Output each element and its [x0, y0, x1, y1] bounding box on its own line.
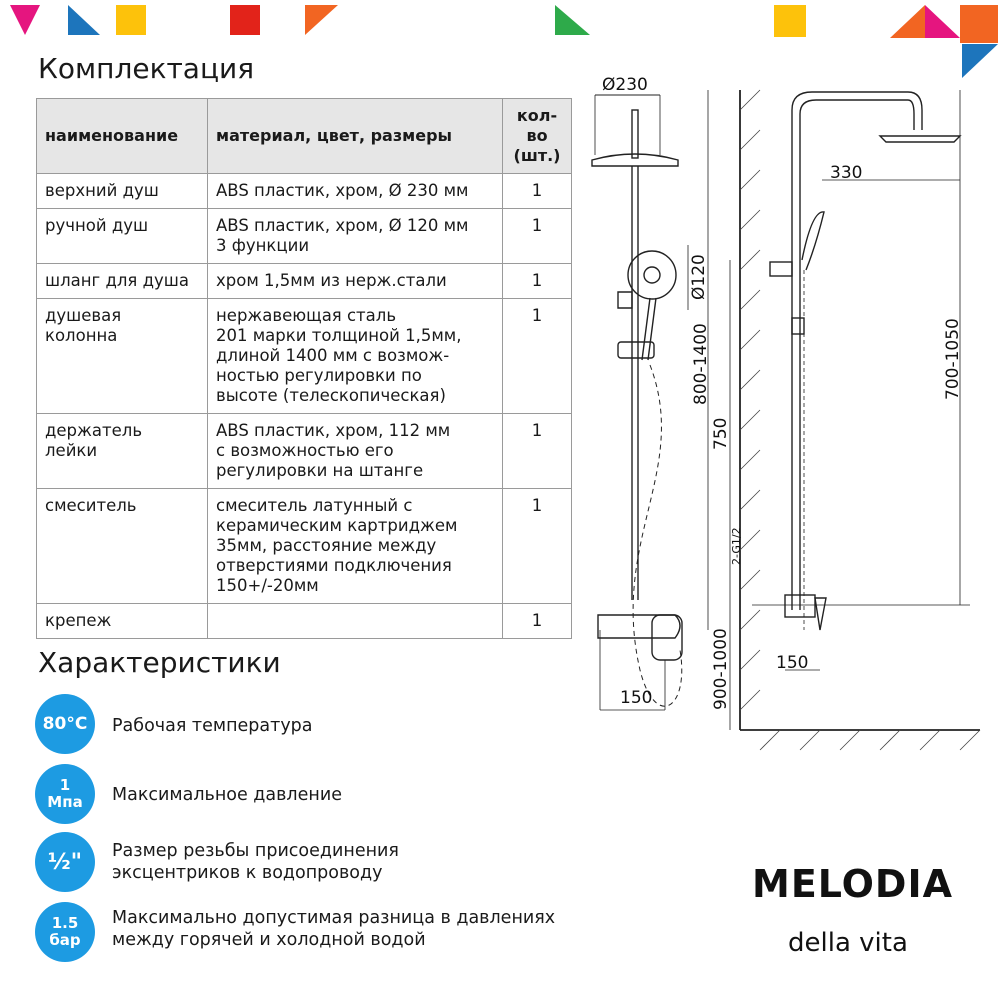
- badge-pressure-diff-value: 1.5: [51, 914, 79, 932]
- badge-pressure-value: 1: [59, 776, 71, 794]
- overhead-shower-side: [880, 136, 960, 142]
- table-row: [37, 299, 572, 414]
- decor-square-yellow: [116, 5, 146, 35]
- kit-row-qty: 1: [503, 264, 572, 299]
- table-row: [37, 209, 572, 264]
- mixer-front: [598, 615, 680, 638]
- spec-temperature-text: Рабочая температура: [112, 716, 313, 736]
- dim-thread: 2-G1/2: [730, 527, 743, 565]
- logo-main: MELODIA: [752, 862, 954, 906]
- badge-pressure-unit: Мпа: [47, 793, 83, 811]
- kit-header-qty: кол-во (шт.): [503, 99, 572, 174]
- hand-shower-side: [802, 212, 824, 270]
- decor-square-red: [230, 5, 260, 35]
- decor-triangle-pink: [10, 5, 40, 35]
- dim-700-1050: 700-1050: [943, 318, 963, 400]
- kit-row-material: ABS пластик, хром, Ø 230 мм: [208, 174, 503, 209]
- badge-pressure: [35, 764, 95, 824]
- kit-row-material: нержавеющая сталь 201 марки толщиной 1,5мм, длиной 1400 мм с возмож- ностью регулировки по высоте (телескопическая): [208, 299, 503, 414]
- kit-row-material: ABS пластик, хром, Ø 120 мм 3 функции: [208, 209, 503, 264]
- kit-row-name: душевая колонна: [37, 299, 208, 414]
- kit-row-material: смеситель латунный с керамическим картриджем 35мм, расстояние между отверстиями подключения 150+/-20мм: [208, 489, 503, 604]
- kit-row-name: смеситель: [37, 489, 208, 604]
- wall-hatch: [740, 90, 980, 750]
- kit-row-material: хром 1,5мм из нерж.стали: [208, 264, 503, 299]
- decor-triangle-blue: [68, 5, 100, 35]
- decor-triangle-pink-2: [925, 5, 960, 38]
- kit-row-qty: 1: [503, 489, 572, 604]
- hose-front: [633, 365, 682, 706]
- kit-row-qty: 1: [503, 414, 572, 489]
- badge-pressure-diff: [35, 902, 95, 962]
- kit-title: Комплектация: [38, 52, 255, 85]
- kit-row-qty: 1: [503, 299, 572, 414]
- kit-row-name: держатель лейки: [37, 414, 208, 489]
- shower-arm-front: [632, 110, 638, 158]
- kit-header-row: [37, 99, 572, 174]
- decor-triangle-orange: [305, 5, 338, 35]
- kit-row-qty: 1: [503, 174, 572, 209]
- dim-d230: Ø230: [602, 75, 648, 95]
- decor-triangle-green: [555, 5, 590, 35]
- kit-row-name: крепеж: [37, 604, 208, 639]
- dim-750: 750: [711, 417, 731, 450]
- decor-square-orange: [960, 5, 998, 43]
- kit-row-name: ручной душ: [37, 209, 208, 264]
- kit-header-name: наименование: [37, 99, 208, 174]
- overhead-shower-front: [592, 154, 678, 166]
- dim-330: 330: [830, 163, 863, 183]
- logo-sub: della vita: [788, 928, 908, 958]
- table-row: [37, 264, 572, 299]
- dim-150-right: 150: [776, 653, 809, 673]
- badge-temperature-value: 80°C: [42, 714, 88, 734]
- badge-thread: [35, 832, 95, 892]
- kit-row-qty: 1: [503, 209, 572, 264]
- spec-pressure-text: Максимальное давление: [112, 785, 342, 805]
- dim-900-1000: 900-1000: [711, 628, 731, 710]
- kit-row-qty: 1: [503, 604, 572, 639]
- spec-pressure-diff-text: Максимально допустимая разница в давлениях между горячей и холодной водой: [112, 908, 556, 950]
- technical-drawing: [580, 70, 1000, 790]
- spec-thread-text: Размер резьбы присоединения эксцентриков к водопроводу: [112, 841, 399, 883]
- kit-row-name: шланг для душа: [37, 264, 208, 299]
- table-row: [37, 489, 572, 604]
- dim-150-left: 150: [620, 688, 653, 708]
- kit-header-material: материал, цвет, размеры: [208, 99, 503, 174]
- table-row: [37, 414, 572, 489]
- dim-800-1400: 800-1400: [691, 323, 711, 405]
- dim-d120: Ø120: [689, 254, 709, 300]
- badge-temperature: [35, 694, 95, 754]
- badge-pressure-diff-unit: бар: [49, 931, 81, 949]
- specs-title: Характеристики: [38, 646, 281, 679]
- kit-row-name: верхний душ: [37, 174, 208, 209]
- badge-thread-value: ½": [47, 849, 83, 875]
- table-row: [37, 174, 572, 209]
- kit-row-material: [208, 604, 503, 639]
- kit-table: [36, 98, 572, 639]
- decor-square-yellow-2: [774, 5, 806, 37]
- kit-row-material: ABS пластик, хром, 112 мм с возможностью его регулировки на штанге: [208, 414, 503, 489]
- decor-triangle-orange-2: [890, 5, 925, 38]
- hand-shower-front: [628, 251, 676, 299]
- table-row: [37, 604, 572, 639]
